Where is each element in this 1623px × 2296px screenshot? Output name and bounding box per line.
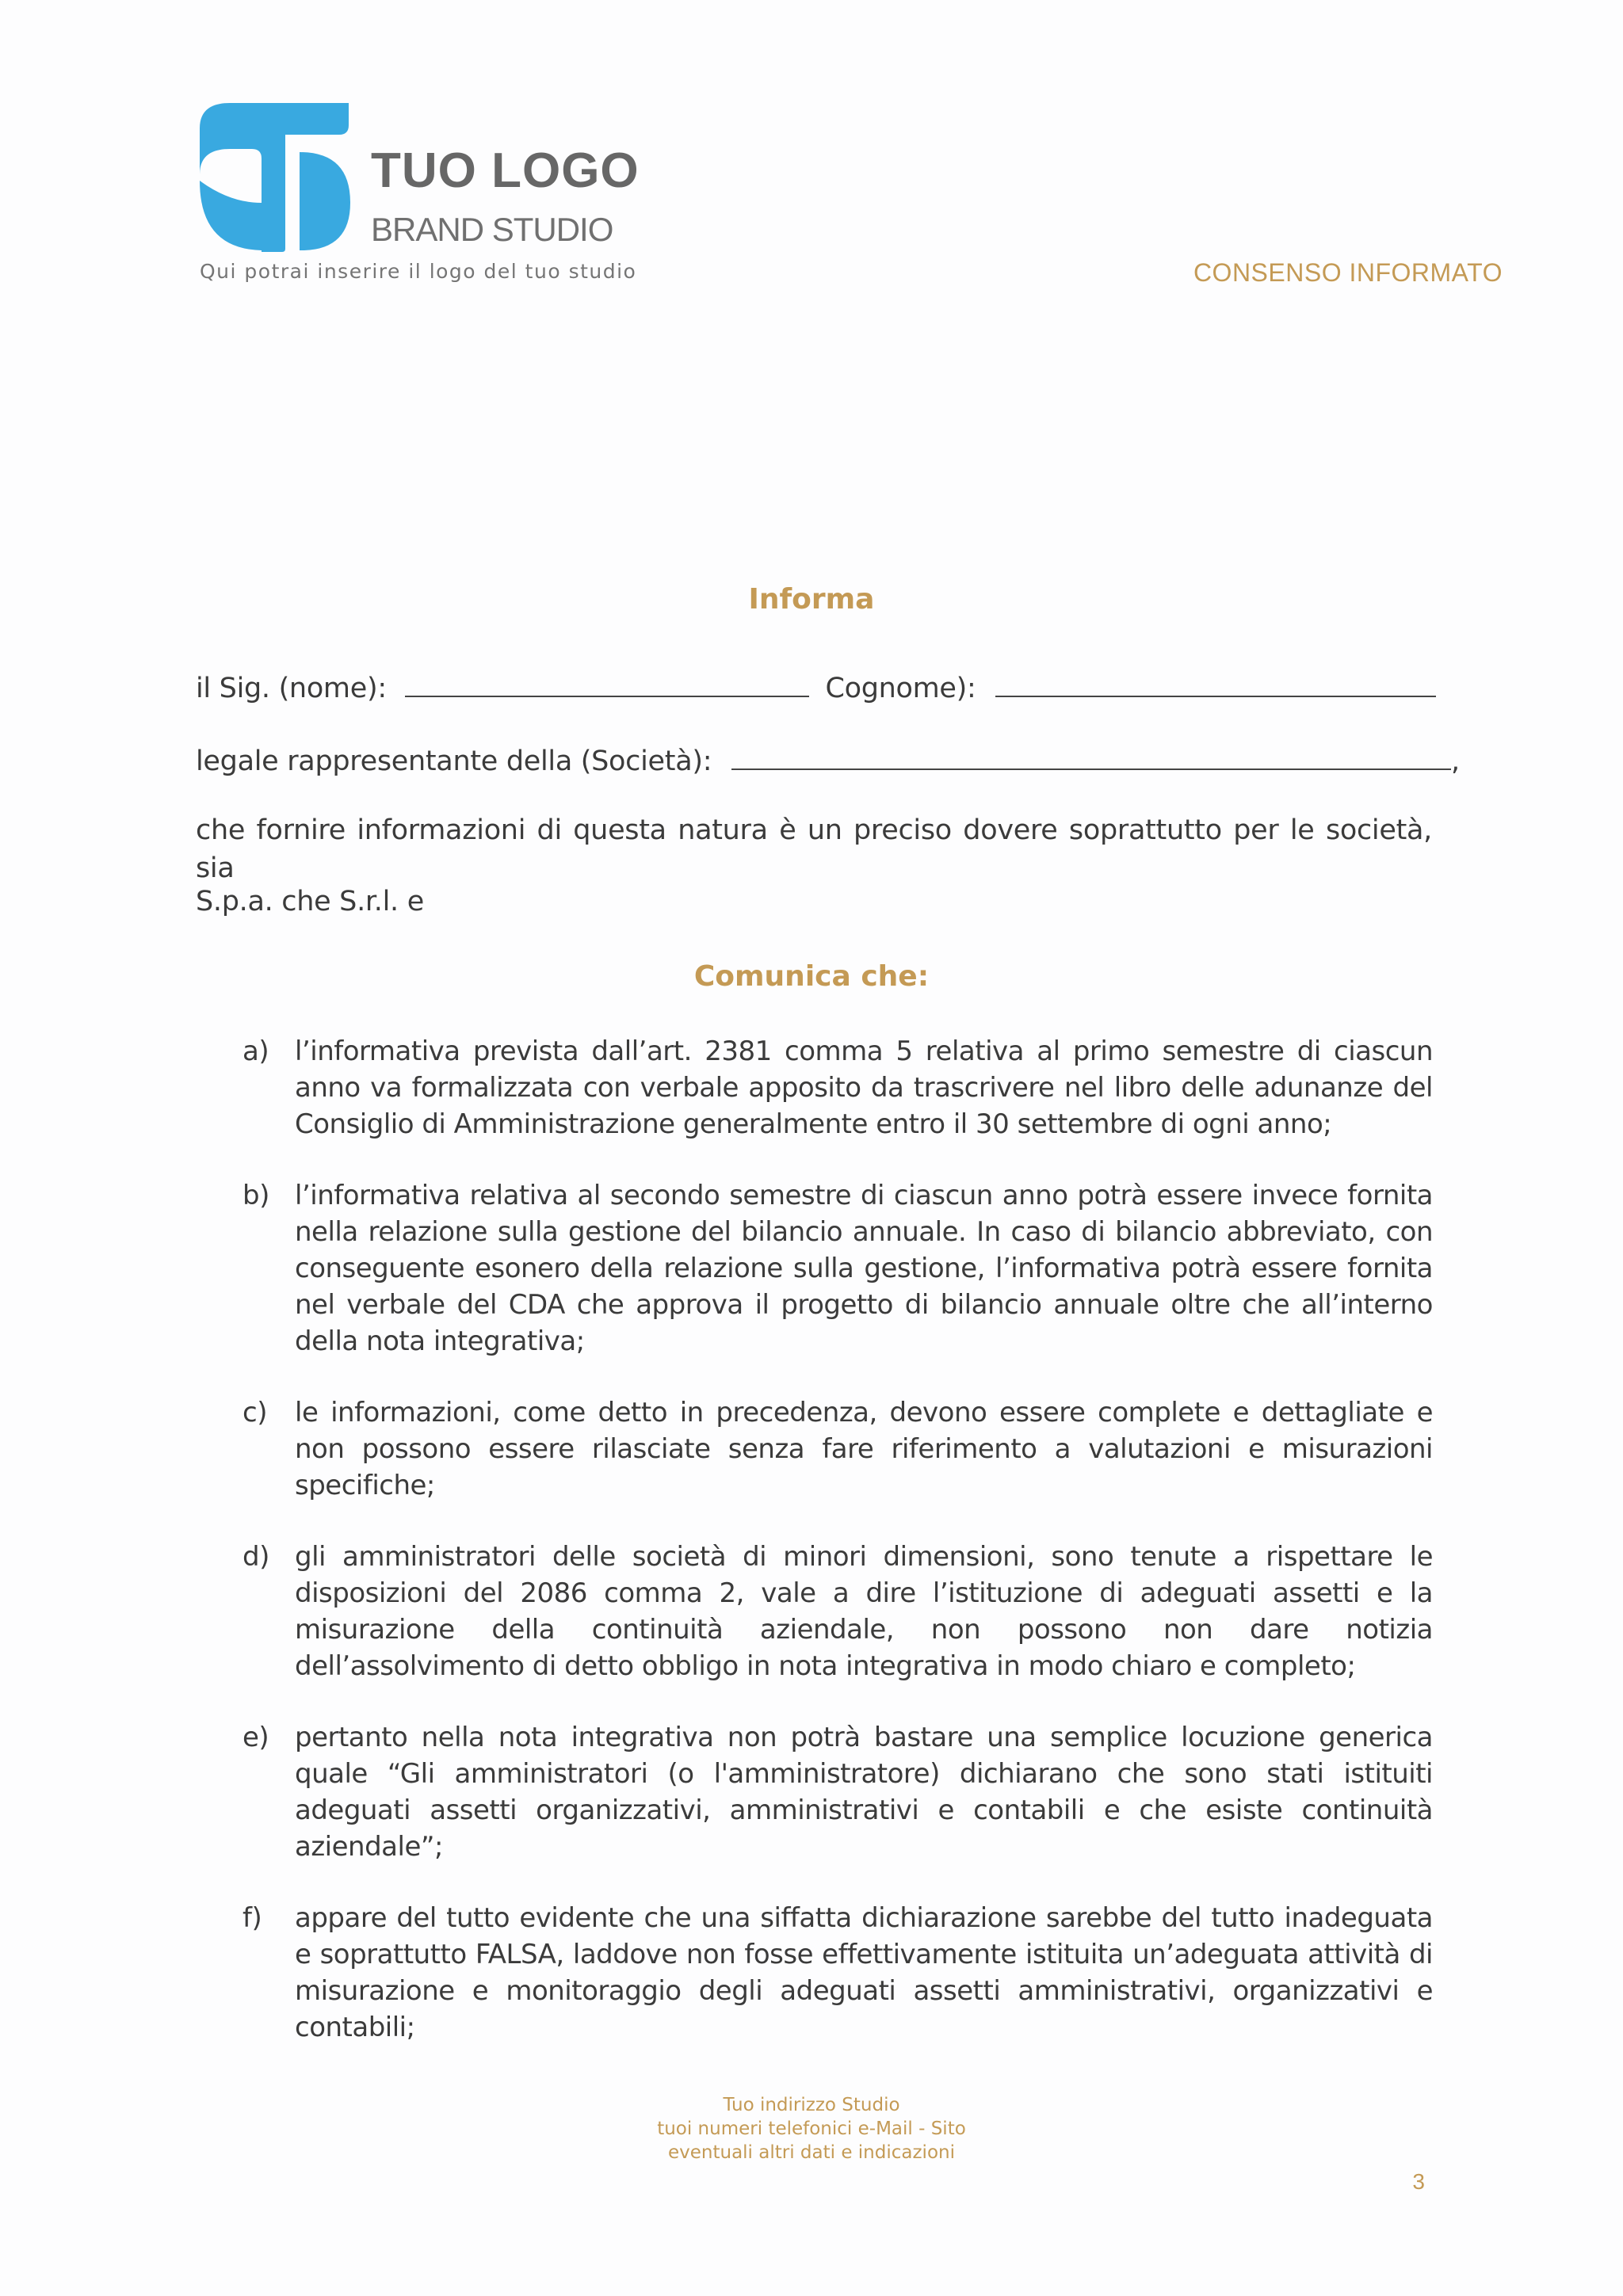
list-marker: a) [242, 1035, 269, 1067]
footer-other-info: eventuali altri dati e indicazioni [667, 2142, 955, 2163]
intro-line-2: S.p.a. che S.r.l. e [196, 886, 424, 917]
footer-address: Tuo indirizzo Studio [723, 2095, 900, 2115]
footer-contacts: tuoi numeri telefonici e-Mail - Sito [657, 2119, 966, 2139]
company-field-row [196, 738, 1460, 780]
informa-heading: Informa [748, 583, 875, 616]
list-marker: b) [242, 1180, 269, 1211]
list-marker: d) [242, 1541, 269, 1573]
list-item-text: appare del tutto evidente che una siffatta dichiarazione sarebbe del tutto inadeguata e soprattutto FALSA, laddove non fosse effettivamente istituita un’adeguata attività di misurazione e monitoraggio degli adeguati assetti amministrativi, organizzativi e contabili; [295, 1902, 1433, 2043]
list-item [242, 1719, 1433, 1865]
studio-logo [198, 101, 658, 292]
list-marker: c) [242, 1397, 267, 1428]
list-item [242, 1033, 1433, 1142]
page-number: 3 [1412, 2169, 1425, 2194]
logo-title: TUO LOGO [371, 143, 640, 198]
logo-tagline: Qui potrai inserire il logo del tuo studio [200, 260, 637, 283]
list-item-text: l’informativa prevista dall’art. 2381 comma 5 relativa al primo semestre di ciascun anno va formalizzata con verbale apposito da trascrivere nel libro delle adunanze del Consiglio di Amministrazione generalmente entro il 30 settembre di ogni anno; [295, 1035, 1433, 1140]
comunica-heading: Comunica che: [693, 960, 930, 993]
logo-mark-icon [198, 101, 357, 252]
list-item-text: le informazioni, come detto in precedenza, devono essere complete e dettagliate e non possono essere rilasciate senza fare riferimento a valutazioni e misurazioni specifiche; [295, 1397, 1433, 1501]
list-item [242, 1394, 1433, 1504]
list-item [242, 1539, 1433, 1684]
list-item [242, 1900, 1433, 2046]
name-fields-row [196, 666, 1436, 707]
list-item [242, 1177, 1433, 1360]
list-item-text: pertanto nella nota integrativa non potrà bastare una semplice locuzione generica quale “Gli amministratori (o l'amministratore) dichiarano che sono stati istituiti adeguati assetti organizzativi, amministrativi e contabili e che esiste continuità aziendale”; [295, 1722, 1433, 1863]
document-type-label: CONSENSO INFORMATO [1193, 258, 1503, 287]
list-marker: e) [242, 1722, 269, 1753]
company-blank-field[interactable] [731, 738, 1451, 770]
name-blank-field[interactable] [405, 666, 809, 697]
legale-suffix: , [1451, 746, 1460, 777]
logo-subtitle: BRAND STUDIO [371, 211, 613, 248]
cognome-label: Cognome): [825, 673, 976, 704]
intro-line-1: che fornire informazioni di questa natura è un preciso dovere soprattutto per le società, sia [196, 814, 1432, 884]
page-footer [0, 2093, 1623, 2164]
communication-list [242, 1033, 1433, 2081]
list-item-text: gli amministratori delle società di minori dimensioni, sono tenute a rispettare le disposizioni del 2086 comma 2, vale a dire l’istituzione di adeguati assetti e la misurazione della continuità aziendale, non possono non dare notizia dell’assolvimento di detto obbligo in nota integrativa in modo chiaro e completo; [295, 1541, 1433, 1682]
list-item-text: l’informativa relativa al secondo semestre di ciascun anno potrà essere invece fornita nella relazione sulla gestione del bilancio annuale. In caso di bilancio abbreviato, con conseguente esonero della relazione sulla gestione, l’informativa potrà essere fornita nel verbale del CDA che approva il progetto di bilancio annuale oltre che all’interno della nota integrativa; [295, 1180, 1433, 1357]
sig-name-label: il Sig. (nome): [196, 673, 387, 704]
list-marker: f) [242, 1902, 262, 1934]
surname-blank-field[interactable] [995, 666, 1436, 697]
legale-label: legale rappresentante della (Società): [196, 746, 712, 777]
